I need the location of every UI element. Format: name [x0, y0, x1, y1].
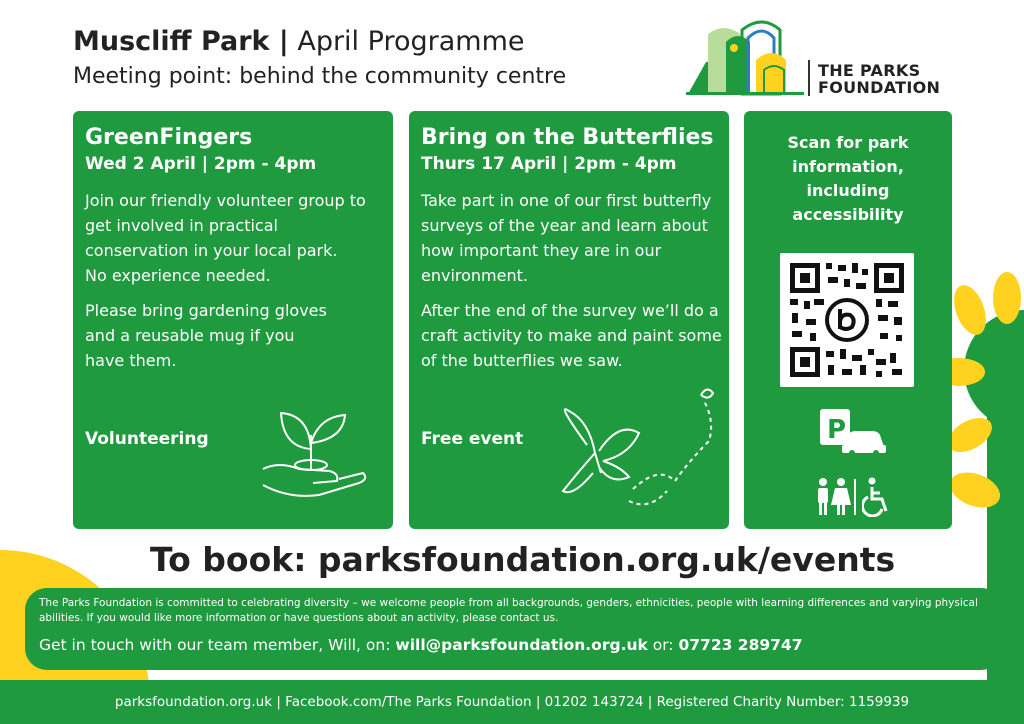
wheelchair-icon — [862, 477, 892, 517]
butterfly-icon — [549, 381, 724, 521]
qr-code-icon[interactable] — [780, 253, 914, 387]
event-description-main: Join our friendly volunteer group to get involved in practical conservation in your local park. — [85, 191, 366, 260]
toilets-icon — [814, 477, 858, 517]
scan-panel — [744, 111, 952, 529]
contact-mid: or: — [647, 636, 679, 654]
contact-email[interactable]: will@parksfoundation.org.uk — [395, 636, 648, 654]
footer — [0, 680, 1024, 724]
logo-line-2: FOUNDATION — [818, 78, 941, 97]
page-title-programme: April Programme — [288, 26, 525, 57]
svg-text:P: P — [827, 415, 847, 445]
logo-divider — [808, 60, 810, 96]
event-date: Wed 2 April | 2pm - 4pm — [85, 154, 317, 174]
footer-text: parksfoundation.org.uk | Facebook.com/The Parks Foundation | 01202 143724 | Registered Charity Number: 1159939 — [114, 694, 910, 710]
logo-text — [818, 62, 940, 96]
event-bring-note: Please bring gardening gloves and a reusable mug if you have them. — [85, 301, 327, 370]
parks-foundation-logo-icon — [686, 20, 804, 96]
diversity-statement: The Parks Foundation is committed to celebrating diversity – we welcome people from all backgrounds, genders, ethnicities, people with learning differences and varying physical abilities. If you would like more information or have questions about an activity, please contact us. — [39, 597, 978, 624]
logo-line-1: THE PARKS — [818, 61, 921, 80]
event-description-note: No experience needed. — [85, 266, 271, 285]
contact-prefix: Get in touch with our team member, Will, on: — [39, 636, 396, 654]
event-title: Bring on the Butterflies — [421, 125, 714, 150]
event-description — [85, 188, 375, 288]
page-title — [73, 26, 524, 57]
event-title: GreenFingers — [85, 125, 253, 150]
info-box — [25, 588, 1003, 670]
parking-icon — [820, 407, 886, 455]
scan-text: Scan for park information, including accessibility — [787, 133, 909, 224]
page-title-park: Muscliff Park | — [73, 26, 289, 57]
event-activity-note: After the end of the survey we’ll do a craft activity to make and paint some of the butterflies we saw. — [421, 301, 722, 370]
contact-phone[interactable]: 07723 289747 — [678, 636, 803, 654]
booking-link[interactable]: To book: parksfoundation.org.uk/events — [150, 540, 896, 579]
event-card-greenfingers — [73, 111, 393, 529]
event-type-tag: Free event — [421, 429, 524, 449]
contact-line — [39, 636, 989, 654]
event-date: Thurs 17 April | 2pm - 4pm — [421, 154, 677, 174]
event-card-butterflies — [409, 111, 729, 529]
event-type-tag: Volunteering — [85, 429, 209, 449]
event-description: Take part in one of our first butterfly surveys of the year and learn about how important they are in our environment. — [421, 191, 712, 285]
hand-plant-icon — [259, 399, 379, 509]
meeting-point: Meeting point: behind the community centre — [73, 64, 567, 89]
